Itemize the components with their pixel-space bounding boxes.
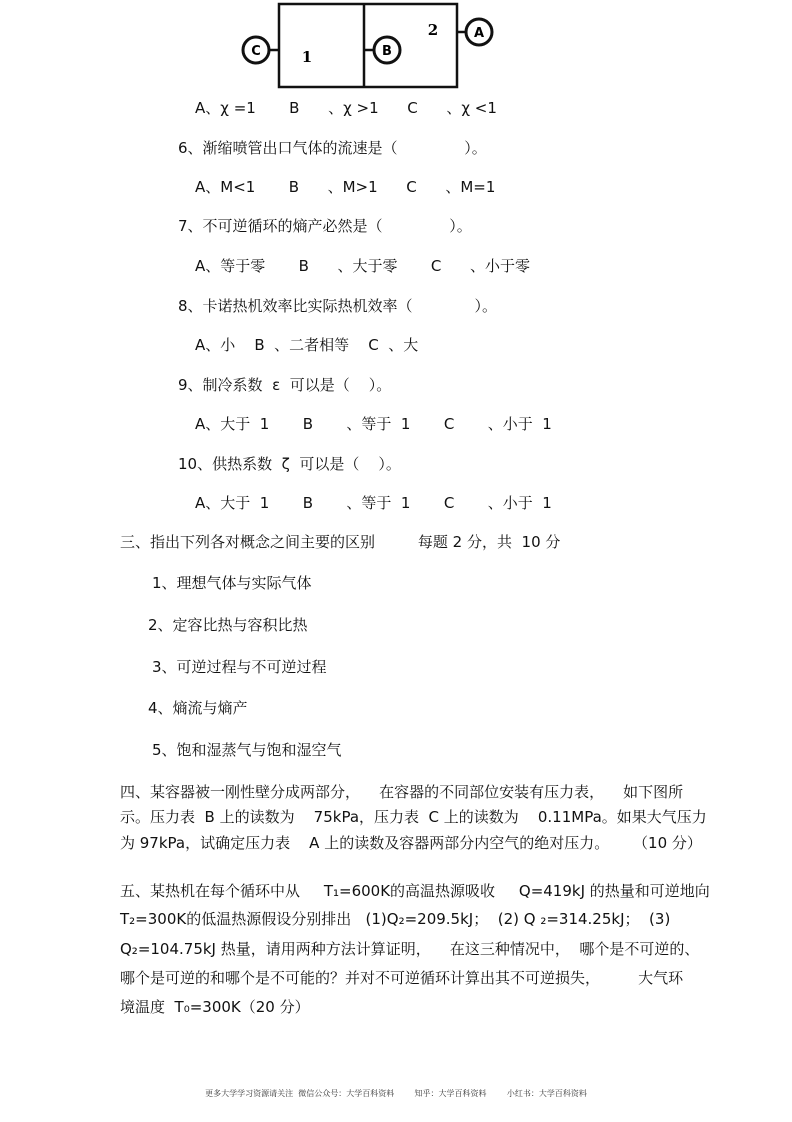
section5-line: T₂=300K的低温热源假设分别排出 (1)Q₂=209.5kJ； (2) Q ₂=314.25kJ； (3): [120, 910, 671, 928]
q10-question: 10、供热系数 ζ 可以是（ ）。: [178, 455, 401, 473]
section5-line: Q₂=104.75kJ 热量，请用两种方法计算证明， 在这三种情况中， 哪个是不可逆的、: [120, 940, 700, 958]
compartment-1-label: 1: [301, 48, 313, 66]
q9-question: 9、制冷系数 ε 可以是（ ）。: [178, 376, 392, 394]
q8-options: A、小 B 、二者相等 C 、大: [195, 336, 419, 354]
section5-line: 境温度 T₀=300K（20 分）: [120, 998, 310, 1016]
q8-question: 8、卡诺热机效率比实际热机效率（ ）。: [178, 297, 498, 315]
section3-item: 3、可逆过程与不可逆过程: [152, 658, 327, 676]
section3-item: 4、熵流与熵产: [148, 699, 248, 717]
q6-question: 6、渐缩喷管出口气体的流速是（ ）。: [178, 139, 487, 157]
section3-heading: 三、指出下列各对概念之间主要的区别 每题 2 分，共 10 分: [120, 533, 561, 551]
section4-line: 四、某容器被一刚性壁分成两部分， 在容器的不同部位安装有压力表， 如下图所: [120, 783, 684, 801]
pressure-vessel-diagram: [230, 0, 510, 95]
section3-item: 1、理想气体与实际气体: [152, 574, 312, 592]
q9-options: A、大于 1 B 、等于 1 C 、小于 1: [195, 415, 552, 433]
q10-options: A、大于 1 B 、等于 1 C 、小于 1: [195, 494, 552, 512]
q5-options: A、χ =1 B 、χ >1 C 、χ <1: [195, 99, 497, 117]
section5-line: 五、某热机在每个循环中从 T₁=600K的高温热源吸收 Q=419kJ 的热量和可逆地向: [120, 882, 710, 900]
gauge-c-label: C: [251, 44, 261, 59]
section5-line: 哪个是可逆的和哪个是不可能的？并对不可逆循环计算出其不可逆损失， 大气环: [120, 969, 684, 987]
vessel-outline: [279, 4, 457, 87]
section3-item: 5、饱和湿蒸气与饱和湿空气: [152, 741, 342, 759]
page-footer: 更多大学学习资源请关注 微信公众号：大学百科资料 知乎：大学百科资料 小红书：大学百科资料: [205, 1089, 587, 1098]
section4-line: 示。压力表 B 上的读数为 75kPa，压力表 C 上的读数为 0.11MPa。如果大气压力: [120, 808, 707, 826]
q6-options: A、M<1 B 、M>1 C 、M=1: [195, 178, 496, 196]
gauge-a-label: A: [473, 26, 485, 41]
q7-question: 7、不可逆循环的熵产必然是（ ）。: [178, 217, 472, 235]
section4-line: 为 97kPa，试确定压力表 A 上的读数及容器两部分内空气的绝对压力。 （10 分）: [120, 834, 702, 852]
section3-item: 2、定容比热与容积比热: [148, 616, 308, 634]
gauge-b-label: B: [382, 44, 392, 59]
compartment-2-label: 2: [427, 21, 439, 39]
q7-options: A、等于零 B 、大于零 C 、小于零: [195, 257, 530, 275]
